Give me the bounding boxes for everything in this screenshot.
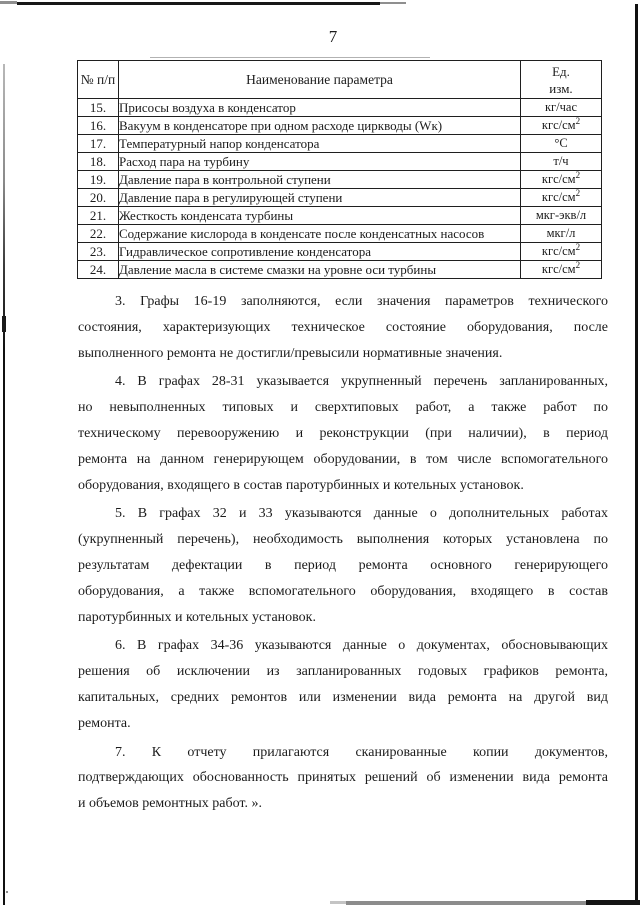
paragraph-line: техническому перевооружению и реконструкции (при наличии), в период (78, 425, 608, 441)
table-row (78, 171, 602, 189)
parameter-name-cell: Температурный напор конденсатора (119, 135, 521, 153)
row-number-cell: 19. (78, 171, 119, 189)
table-row (78, 117, 602, 135)
paragraph-line: подтверждающих обоснованность принятых решений об изменении вида ремонта (78, 770, 608, 786)
unit-cell: °С (521, 135, 602, 153)
paragraph (78, 740, 608, 817)
table-row (78, 225, 602, 243)
row-number-cell: 23. (78, 243, 119, 261)
parameter-name-cell: Вакуум в конденсаторе при одном расходе циркводы (Wк) (119, 117, 521, 135)
unit-cell: кгс/$см^2$ (521, 243, 602, 261)
scan-artifact-top-edge-fade (380, 2, 406, 5)
paragraph-line: решения об исключении из запланированных годовых графиков ремонта, (78, 664, 608, 680)
document-body-text (78, 289, 608, 820)
table-row (78, 207, 602, 225)
unit-cell: кгс/$см^2$ (521, 189, 602, 207)
paragraph-line: но невыполненных типовых и сверхтиповых работ, а также работ по (78, 400, 608, 416)
table-row (78, 243, 602, 261)
row-number-cell: 18. (78, 153, 119, 171)
scan-artifact-speck (6, 891, 8, 893)
row-number-cell: 21. (78, 207, 119, 225)
paragraph-line: и объемов ремонтных работ. ». (78, 796, 262, 812)
paragraph-line: выполненного ремонта не достигли/превысили нормативные значения. (78, 345, 503, 361)
row-number-cell: 15. (78, 99, 119, 117)
paragraph-line: результатам дефектации в период ремонта основного генерирующего (78, 557, 608, 573)
row-number-cell: 24. (78, 261, 119, 279)
table-header-row (78, 61, 602, 99)
unit-cell: мкг-экв/л (521, 207, 602, 225)
table-row (78, 153, 602, 171)
scan-artifact-left-blob (2, 316, 6, 332)
unit-cell: мкг/л (521, 225, 602, 243)
parameter-name-cell: Давление масла в системе смазки на уровне оси турбины (119, 261, 521, 279)
parameter-name-cell: Присосы воздуха в конденсатор (119, 99, 521, 117)
scan-artifact-table-ghost-line (150, 57, 430, 59)
scan-artifact-bottom-edge-dark (586, 900, 640, 905)
unit-cell: кгс/$см^2$ (521, 261, 602, 279)
paragraph-line: паротурбинных и котельных установок. (78, 609, 316, 625)
parameters-table (77, 60, 601, 279)
unit-cell: кгс/$см^2$ (521, 117, 602, 135)
column-header-unit-line2: изм. (549, 80, 573, 96)
parameter-name-cell: Давление пара в контрольной ступени (119, 171, 521, 189)
scan-artifact-bottom-edge-fade (330, 901, 346, 904)
unit-cell: т/ч (521, 153, 602, 171)
paragraph (78, 501, 608, 630)
parameter-name-cell: Расход пара на турбину (119, 153, 521, 171)
paragraph (78, 633, 608, 736)
row-number-cell: 20. (78, 189, 119, 207)
paragraph (78, 369, 608, 498)
paragraph-line: оборудования, входящего в состав паротурбинных и котельных установок. (78, 477, 524, 493)
table-row (78, 135, 602, 153)
paragraph-line: 7. К отчету прилагаются сканированные копии документов, (115, 744, 608, 760)
table-row (78, 189, 602, 207)
parameter-name-cell: Давление пара в регулирующей ступени (119, 189, 521, 207)
column-header-parameter-name: Наименование параметра (119, 61, 521, 99)
scan-artifact-top-edge (17, 2, 380, 5)
paragraph-line: 6. В графах 34-36 указываются данные о документах, обосновывающих (115, 638, 608, 654)
scan-artifact-top-edge-left (0, 1, 17, 4)
paragraph-line: (укрупненный перечень), необходимость выполнения которых установлена по (78, 532, 608, 548)
paragraph-line: 4. В графах 28-31 указывается укрупненный перечень запланированных, (115, 374, 608, 390)
paragraph-line: 3. Графы 16-19 заполняются, если значения параметров технического (115, 294, 608, 309)
scan-artifact-right-edge (635, 4, 638, 905)
row-number-cell: 16. (78, 117, 119, 135)
column-header-unit-line1: Ед. (552, 63, 570, 79)
unit-cell: кгс/$см^2$ (521, 171, 602, 189)
paragraph-line: оборудования, а также вспомогательного оборудования, входящего в состав (78, 583, 608, 599)
row-number-cell: 17. (78, 135, 119, 153)
paragraph-line: состояния, характеризующих техническое состояние оборудования, после (78, 319, 608, 335)
scan-artifact-bottom-edge (346, 901, 586, 905)
parameter-name-cell: Содержание кислорода в конденсате после конденсатных насосов (119, 225, 521, 243)
parameter-name-cell: Гидравлическое сопротивление конденсатора (119, 243, 521, 261)
row-number-cell: 22. (78, 225, 119, 243)
paragraph-line: ремонта. (78, 715, 131, 731)
page-number: 7 (328, 27, 338, 46)
table-row (78, 99, 602, 117)
scan-artifact-left-edge (3, 64, 5, 905)
paragraph-line: капитальных, средних ремонтов или изменении вида ремонта на другой вид (78, 689, 608, 705)
paragraph-line: ремонта на данном генерирующем оборудовании, в том числе вспомогательного (78, 451, 608, 467)
parameter-name-cell: Жесткость конденсата турбины (119, 207, 521, 225)
table-row (78, 261, 602, 279)
column-header-number: № п/п (78, 61, 119, 99)
paragraph-line: 5. В графах 32 и 33 указываются данные о дополнительных работах (115, 506, 608, 522)
column-header-unit (521, 61, 602, 99)
paragraph (78, 289, 608, 366)
unit-cell: кг/час (521, 99, 602, 117)
